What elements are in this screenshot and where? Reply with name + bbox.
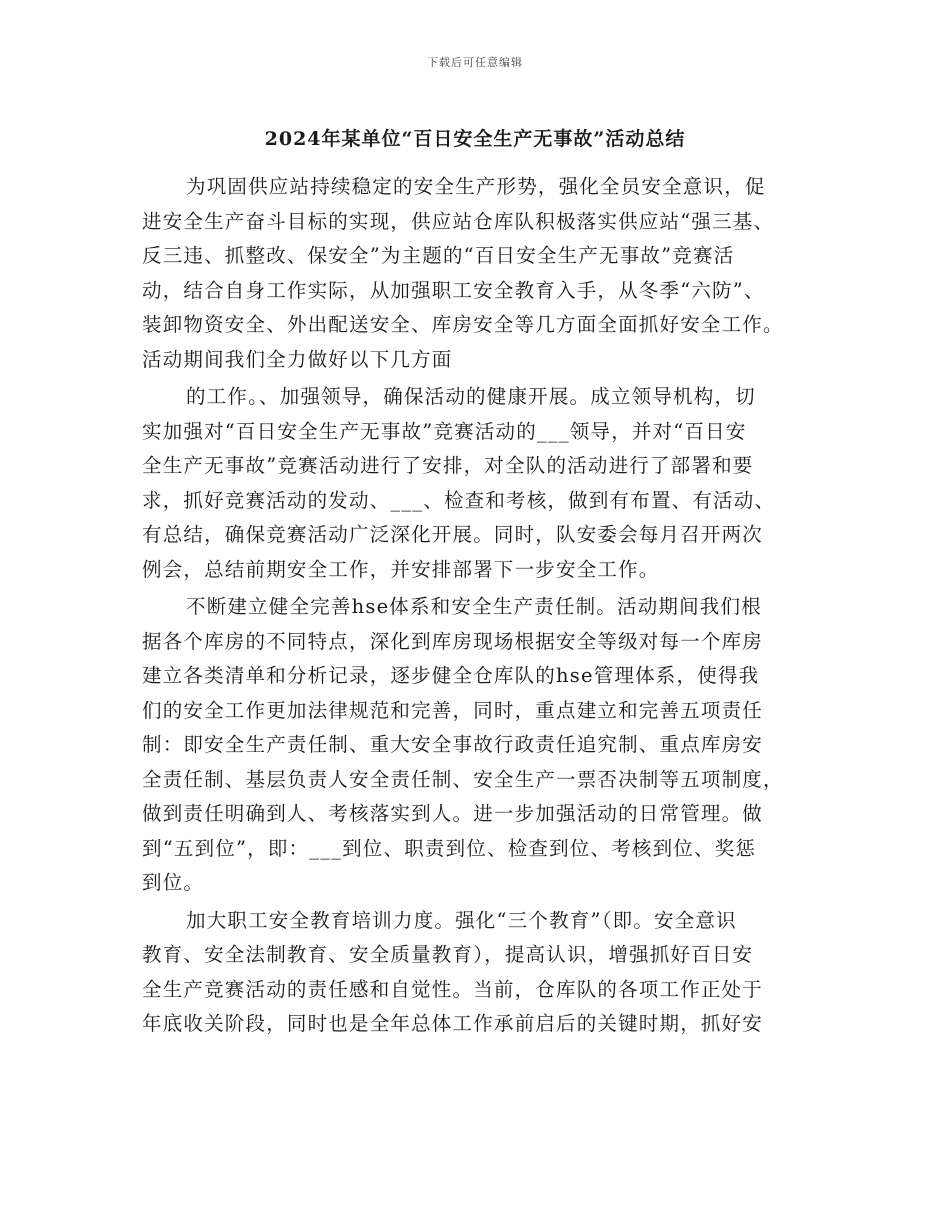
paragraph-2	[142, 380, 810, 587]
text-line: 加大职工安全教育培训力度。强化“三个教育”（即。安全意识	[186, 908, 737, 932]
text-line: 求，抓好竞赛活动的发动、___、检查和考核，做到有布置、有活动、	[142, 488, 776, 512]
text-line: 动，结合自身工作实际，从加强职工安全教育入手，从冬季“六防”、	[142, 278, 765, 302]
text-line: 教育、安全法制教育、安全质量教育），提高认识，增强抓好百日安	[142, 943, 754, 966]
text-line: 有总结，确保竞赛活动广泛深化开展。同时，队安委会每月召开两次	[142, 523, 764, 546]
text-line: 装卸物资安全、外出配送安全、库房安全等几方面全面抓好安全工作。	[142, 313, 784, 336]
text-line: 进安全生产奋斗目标的实现，供应站仓库队积极落实供应站“强三基、	[142, 209, 775, 233]
paragraph-1	[142, 170, 810, 377]
text-line: 全生产无事故”竞赛活动进行了安排，对全队的活动进行了部署和要	[142, 454, 754, 477]
text-line: 们的安全工作更加法律规范和完善，同时，重点建立和完善五项责任	[142, 698, 764, 722]
text-line: 年底收关阶段，同时也是全年总体工作承前启后的关键时期，抓好安	[142, 1012, 764, 1035]
text-line: 活动期间我们全力做好以下几方面	[142, 347, 453, 371]
text-line: 到位。	[142, 871, 205, 894]
paragraph-4	[142, 904, 810, 1042]
header-note: 下载后可任意编辑	[427, 56, 523, 69]
paragraph-3	[142, 590, 810, 901]
text-line: 全责任制、基层负责人安全责任制、安全生产一票否决制等五项制度，	[142, 767, 784, 791]
text-line: 的工作。、加强领导，确保活动的健康开展。成立领导机构，切	[186, 385, 756, 408]
text-line: 到“五到位”，即：___到位、职责到位、检查到位、考核到位、奖惩	[142, 836, 757, 860]
document-body	[142, 170, 810, 1045]
text-line: 为巩固供应站持续稳定的安全生产形势，强化全员安全意识，促	[186, 175, 766, 198]
text-line: 实加强对“百日安全生产无事故”竞赛活动的___领导，并对“百日安	[142, 419, 747, 443]
text-line: 反三违、抓整改、保安全”为主题的“百日安全生产无事故”竞赛活	[142, 244, 735, 267]
text-line: 制：即安全生产责任制、重大安全事故行政责任追究制、重点库房安	[142, 733, 764, 756]
text-line: 全生产竞赛活动的责任感和自觉性。当前，仓库队的各项工作正处于	[142, 977, 764, 1001]
document-title: 2024年某单位“百日安全生产无事故”活动总结	[264, 128, 686, 150]
text-line: 做到责任明确到人、考核落实到人。进一步加强活动的日常管理。做	[142, 802, 764, 825]
text-line: 例会，总结前期安全工作，并安排部署下一步安全工作。	[142, 557, 660, 581]
text-line: 据各个库房的不同特点，深化到库房现场根据安全等级对每一个库房	[142, 629, 764, 653]
text-line: 建立各类清单和分析记录，逐步健全仓库队的hse管理体系，使得我	[142, 664, 760, 687]
text-line: 不断建立健全完善hse体系和安全生产责任制。活动期间我们根	[186, 595, 762, 618]
